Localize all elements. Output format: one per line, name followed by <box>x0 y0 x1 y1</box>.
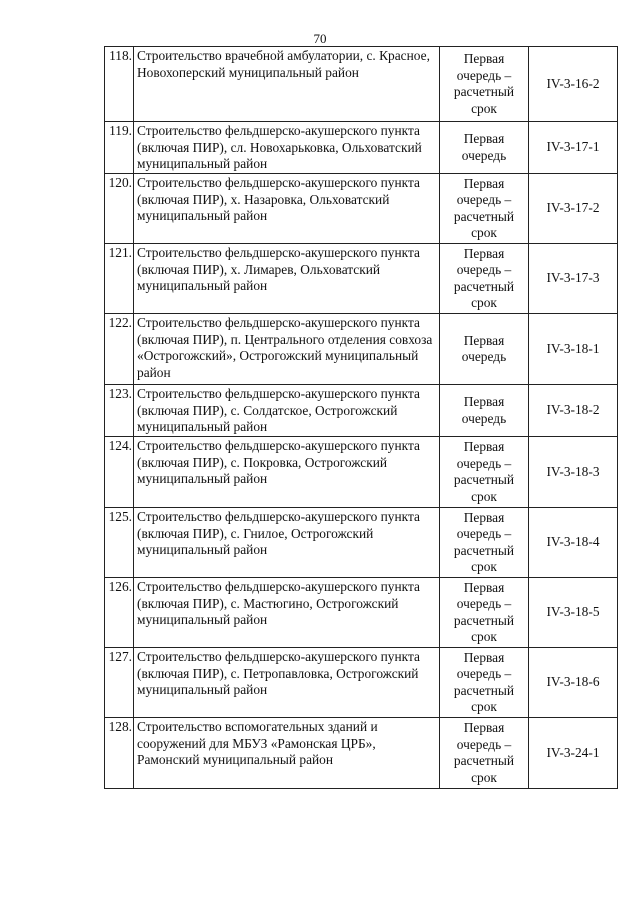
row-stage: Первая очередь – расчетный срок <box>440 648 529 718</box>
row-description: Строительство фельдшерско-акушерского пункта (включая ПИР), с. Петропавловка, Острогожский муниципальный район <box>134 648 440 718</box>
row-code: IV-3-18-4 <box>529 508 618 578</box>
row-number: 126. <box>105 578 134 648</box>
row-stage: Первая очередь – расчетный срок <box>440 174 529 244</box>
row-number: 124. <box>105 437 134 508</box>
row-code: IV-3-17-1 <box>529 122 618 174</box>
table-row <box>105 47 618 122</box>
row-stage: Первая очередь <box>440 122 529 174</box>
row-number: 125. <box>105 508 134 578</box>
table-row <box>105 122 618 174</box>
row-stage: Первая очередь <box>440 314 529 385</box>
row-code: IV-3-18-6 <box>529 648 618 718</box>
row-code: IV-3-18-3 <box>529 437 618 508</box>
row-description: Строительство врачебной амбулатории, с. Красное, Новохоперский муниципальный район <box>134 47 440 122</box>
row-code: IV-3-18-5 <box>529 578 618 648</box>
row-description: Строительство фельдшерско-акушерского пункта (включая ПИР), с. Мастюгино, Острогожский муниципальный район <box>134 578 440 648</box>
table-row <box>105 578 618 648</box>
table-row <box>105 648 618 718</box>
page-number: 70 <box>313 31 327 46</box>
table-row <box>105 314 618 385</box>
row-number: 119. <box>105 122 134 174</box>
row-number: 128. <box>105 718 134 789</box>
table-row <box>105 718 618 789</box>
table-row <box>105 437 618 508</box>
row-description: Строительство фельдшерско-акушерского пункта (включая ПИР), с. Гнилое, Острогожский муниципальный район <box>134 508 440 578</box>
row-description: Строительство фельдшерско-акушерского пункта (включая ПИР), п. Центрального отделения совхоза «Острогожский», Острогожский муниципальный район <box>134 314 440 385</box>
row-code: IV-3-17-3 <box>529 244 618 314</box>
row-number: 118. <box>105 47 134 122</box>
row-stage: Первая очередь – расчетный срок <box>440 578 529 648</box>
table-row <box>105 174 618 244</box>
row-code: IV-3-16-2 <box>529 47 618 122</box>
row-description: Строительство фельдшерско-акушерского пункта (включая ПИР), с. Солдатское, Острогожский муниципальный район <box>134 385 440 437</box>
row-code: IV-3-17-2 <box>529 174 618 244</box>
row-stage: Первая очередь – расчетный срок <box>440 47 529 122</box>
row-description: Строительство фельдшерско-акушерского пункта (включая ПИР), с. Покровка, Острогожский муниципальный район <box>134 437 440 508</box>
row-code: IV-3-24-1 <box>529 718 618 789</box>
projects-table <box>104 46 618 789</box>
row-description: Строительство фельдшерско-акушерского пункта (включая ПИР), сл. Новохарьковка, Ольховатский муниципальный район <box>134 122 440 174</box>
row-description: Строительство фельдшерско-акушерского пункта (включая ПИР), х. Назаровка, Ольховатский муниципальный район <box>134 174 440 244</box>
row-number: 123. <box>105 385 134 437</box>
table-row <box>105 244 618 314</box>
row-description: Строительство фельдшерско-акушерского пункта (включая ПИР), х. Лимарев, Ольховатский муниципальный район <box>134 244 440 314</box>
table-row <box>105 385 618 437</box>
row-description: Строительство вспомогательных зданий и сооружений для МБУЗ «Рамонская ЦРБ», Рамонский муниципальный район <box>134 718 440 789</box>
row-stage: Первая очередь <box>440 385 529 437</box>
table-row <box>105 508 618 578</box>
row-number: 127. <box>105 648 134 718</box>
row-number: 122. <box>105 314 134 385</box>
row-code: IV-3-18-1 <box>529 314 618 385</box>
row-number: 120. <box>105 174 134 244</box>
row-code: IV-3-18-2 <box>529 385 618 437</box>
row-stage: Первая очередь – расчетный срок <box>440 508 529 578</box>
row-stage: Первая очередь – расчетный срок <box>440 244 529 314</box>
row-number: 121. <box>105 244 134 314</box>
row-stage: Первая очередь – расчетный срок <box>440 437 529 508</box>
row-stage: Первая очередь – расчетный срок <box>440 718 529 789</box>
